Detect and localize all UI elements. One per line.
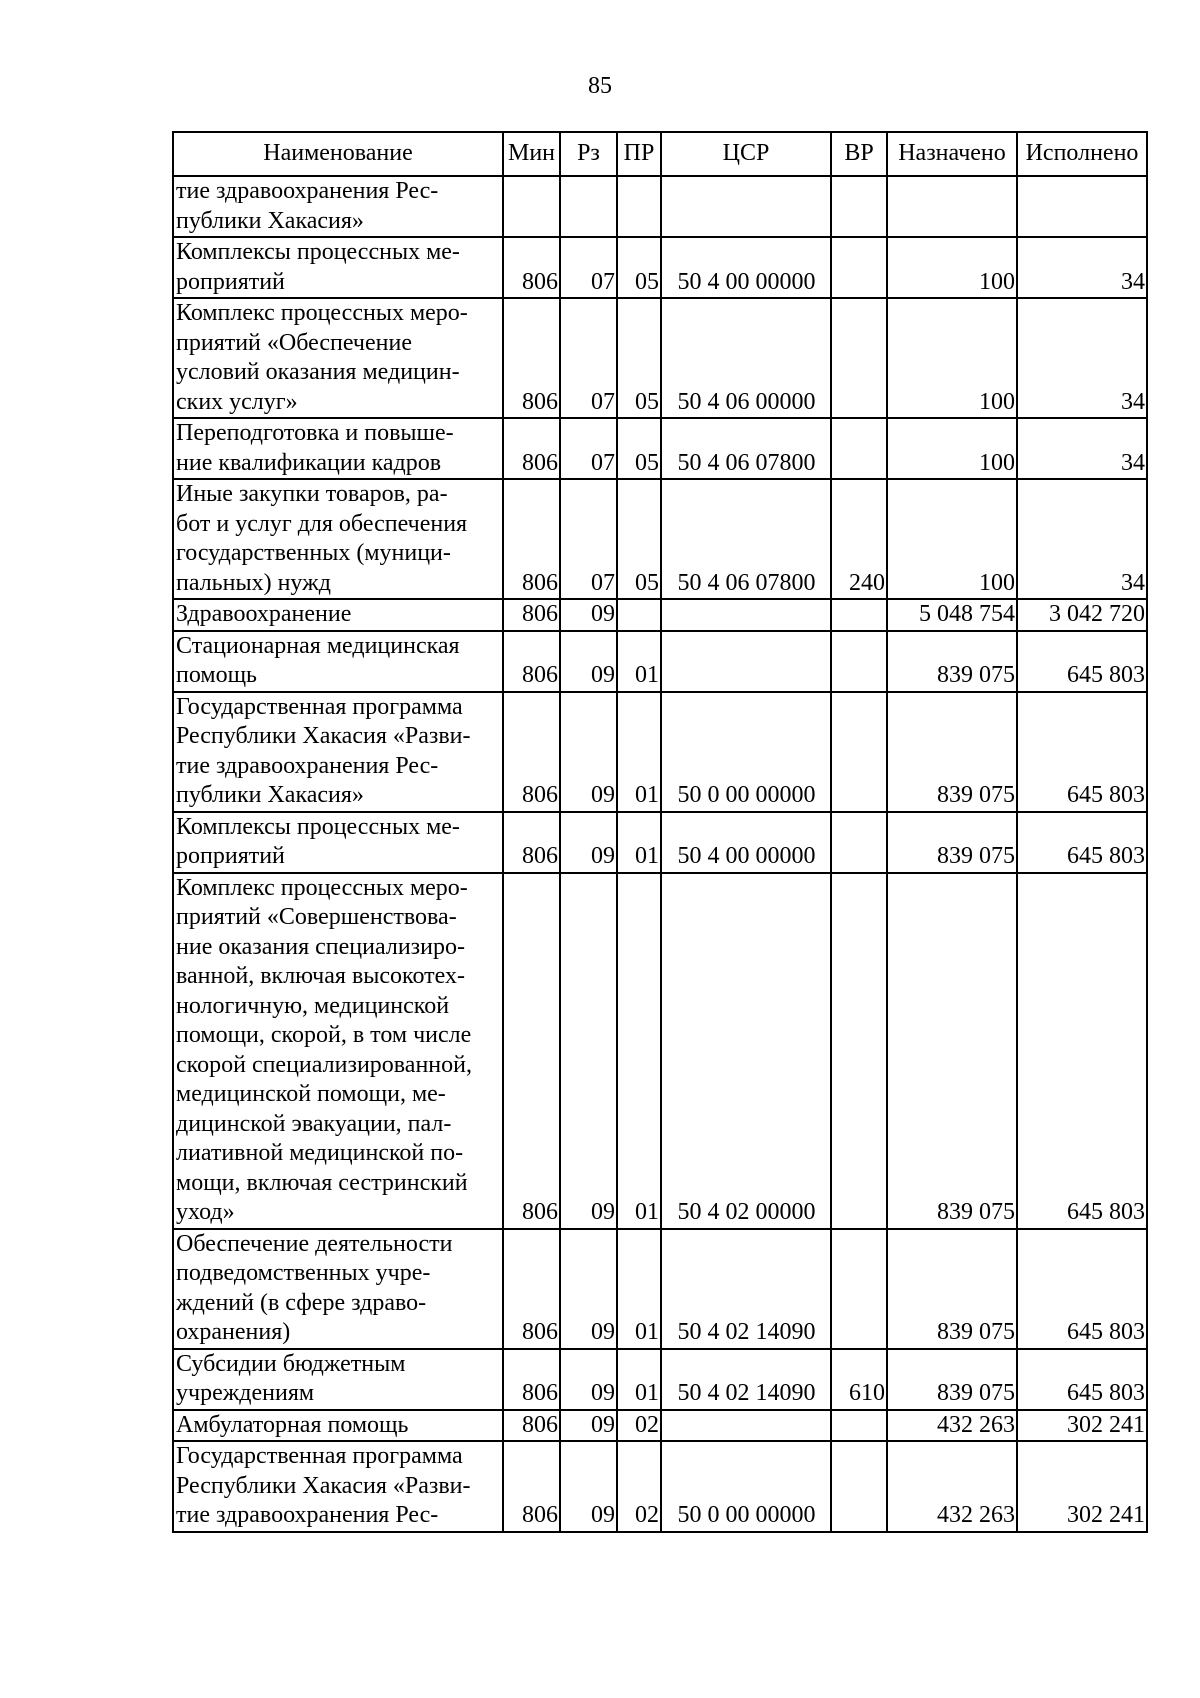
cell-assigned: 432 263 [887, 1410, 1017, 1442]
cell-assigned: 839 075 [887, 812, 1017, 873]
page-number: 85 [588, 73, 612, 99]
cell-vr [831, 692, 887, 812]
cell-vr [831, 873, 887, 1229]
table-row [173, 176, 1147, 237]
cell-rz [560, 176, 617, 237]
cell-min: 806 [503, 812, 560, 873]
cell-name: Иные закупки товаров, ра- бот и услуг для обеспечения государственных (муници- пальных) нужд [173, 479, 503, 599]
cell-executed: 645 803 [1017, 873, 1147, 1229]
cell-rz: 09 [560, 1229, 617, 1349]
cell-rz: 09 [560, 812, 617, 873]
cell-rz: 07 [560, 298, 617, 418]
cell-csr: 50 4 00 00000 [661, 812, 831, 873]
header-pr: ПР [617, 132, 661, 176]
table-row [173, 812, 1147, 873]
cell-pr: 05 [617, 418, 661, 479]
cell-min: 806 [503, 479, 560, 599]
cell-executed: 645 803 [1017, 631, 1147, 692]
cell-csr: 50 4 00 00000 [661, 237, 831, 298]
cell-csr: 50 4 06 07800 [661, 418, 831, 479]
cell-executed: 3 042 720 [1017, 599, 1147, 631]
cell-vr: 240 [831, 479, 887, 599]
cell-min: 806 [503, 1410, 560, 1442]
cell-vr: 610 [831, 1349, 887, 1410]
cell-rz: 09 [560, 599, 617, 631]
cell-vr [831, 176, 887, 237]
table-row [173, 418, 1147, 479]
cell-executed [1017, 176, 1147, 237]
cell-name: тие здравоохранения Рес- публики Хакасия» [173, 176, 503, 237]
cell-rz: 09 [560, 873, 617, 1229]
budget-table [172, 131, 1148, 1533]
cell-csr: 50 4 02 00000 [661, 873, 831, 1229]
cell-vr [831, 1441, 887, 1532]
table-header-row [173, 132, 1147, 176]
table-row [173, 1410, 1147, 1442]
cell-assigned: 100 [887, 418, 1017, 479]
table-row [173, 1229, 1147, 1349]
cell-executed: 645 803 [1017, 1229, 1147, 1349]
cell-rz: 07 [560, 237, 617, 298]
cell-min [503, 176, 560, 237]
cell-executed: 645 803 [1017, 692, 1147, 812]
cell-csr: 50 4 02 14090 [661, 1229, 831, 1349]
cell-vr [831, 631, 887, 692]
cell-csr [661, 1410, 831, 1442]
cell-name: Комплекс процессных меро- приятий «Совершенствова- ние оказания специализиро- ванной, включая высокотех- нологичную, медицинской помощи, скорой, в том числе скорой специализированной, медицинской помощи, ме- дицинской эвакуации, пал- лиативной медицинской по- мощи, включая сестринский уход» [173, 873, 503, 1229]
cell-pr: 02 [617, 1410, 661, 1442]
cell-pr: 05 [617, 298, 661, 418]
cell-name: Государственная программа Республики Хакасия «Разви- тие здравоохранения Рес- публики Хакасия» [173, 692, 503, 812]
cell-pr: 01 [617, 692, 661, 812]
cell-vr [831, 298, 887, 418]
cell-pr: 01 [617, 812, 661, 873]
cell-min: 806 [503, 1349, 560, 1410]
cell-min: 806 [503, 599, 560, 631]
table-row [173, 599, 1147, 631]
table-row [173, 631, 1147, 692]
cell-assigned [887, 176, 1017, 237]
cell-pr: 01 [617, 1229, 661, 1349]
cell-rz: 09 [560, 1441, 617, 1532]
cell-executed: 302 241 [1017, 1441, 1147, 1532]
cell-assigned: 100 [887, 237, 1017, 298]
cell-executed: 34 [1017, 418, 1147, 479]
cell-executed: 302 241 [1017, 1410, 1147, 1442]
cell-executed: 34 [1017, 479, 1147, 599]
cell-executed: 645 803 [1017, 1349, 1147, 1410]
cell-name: Субсидии бюджетным учреждениям [173, 1349, 503, 1410]
cell-assigned: 839 075 [887, 692, 1017, 812]
cell-csr: 50 0 00 00000 [661, 692, 831, 812]
cell-rz: 09 [560, 1349, 617, 1410]
header-min: Мин [503, 132, 560, 176]
cell-pr [617, 599, 661, 631]
cell-min: 806 [503, 631, 560, 692]
cell-name: Здравоохранение [173, 599, 503, 631]
header-assigned: Назначено [887, 132, 1017, 176]
cell-pr [617, 176, 661, 237]
cell-pr: 05 [617, 237, 661, 298]
cell-executed: 34 [1017, 298, 1147, 418]
cell-name: Стационарная медицинская помощь [173, 631, 503, 692]
cell-min: 806 [503, 1441, 560, 1532]
cell-min: 806 [503, 418, 560, 479]
cell-vr [831, 812, 887, 873]
cell-rz: 07 [560, 418, 617, 479]
cell-vr [831, 1410, 887, 1442]
cell-assigned: 100 [887, 298, 1017, 418]
cell-pr: 02 [617, 1441, 661, 1532]
cell-assigned: 839 075 [887, 631, 1017, 692]
cell-pr: 01 [617, 873, 661, 1229]
cell-rz: 09 [560, 692, 617, 812]
cell-rz: 07 [560, 479, 617, 599]
cell-executed: 34 [1017, 237, 1147, 298]
table-row [173, 237, 1147, 298]
cell-pr: 01 [617, 631, 661, 692]
cell-csr [661, 599, 831, 631]
cell-csr: 50 0 00 00000 [661, 1441, 831, 1532]
table-row [173, 873, 1147, 1229]
cell-rz: 09 [560, 1410, 617, 1442]
cell-csr [661, 631, 831, 692]
cell-min: 806 [503, 298, 560, 418]
cell-min: 806 [503, 237, 560, 298]
cell-min: 806 [503, 1229, 560, 1349]
cell-vr [831, 237, 887, 298]
cell-name: Обеспечение деятельности подведомственных учре- ждений (в сфере здраво- охранения) [173, 1229, 503, 1349]
cell-min: 806 [503, 692, 560, 812]
header-executed: Исполнено [1017, 132, 1147, 176]
cell-name: Комплекс процессных меро- приятий «Обеспечение условий оказания медицин- ских услуг» [173, 298, 503, 418]
table-row [173, 692, 1147, 812]
cell-csr: 50 4 06 00000 [661, 298, 831, 418]
cell-assigned: 100 [887, 479, 1017, 599]
cell-pr: 05 [617, 479, 661, 599]
cell-pr: 01 [617, 1349, 661, 1410]
cell-vr [831, 418, 887, 479]
cell-name: Комплексы процессных ме- роприятий [173, 812, 503, 873]
cell-name: Комплексы процессных ме- роприятий [173, 237, 503, 298]
cell-csr [661, 176, 831, 237]
cell-rz: 09 [560, 631, 617, 692]
header-vr: ВР [831, 132, 887, 176]
header-rz: Рз [560, 132, 617, 176]
cell-min: 806 [503, 873, 560, 1229]
table-row [173, 479, 1147, 599]
cell-assigned: 839 075 [887, 873, 1017, 1229]
header-csr: ЦСР [661, 132, 831, 176]
table-row [173, 1349, 1147, 1410]
cell-csr: 50 4 02 14090 [661, 1349, 831, 1410]
cell-name: Государственная программа Республики Хакасия «Разви- тие здравоохранения Рес- [173, 1441, 503, 1532]
table-row [173, 1441, 1147, 1532]
cell-vr [831, 1229, 887, 1349]
cell-vr [831, 599, 887, 631]
cell-assigned: 839 075 [887, 1349, 1017, 1410]
cell-csr: 50 4 06 07800 [661, 479, 831, 599]
cell-assigned: 5 048 754 [887, 599, 1017, 631]
cell-assigned: 839 075 [887, 1229, 1017, 1349]
cell-assigned: 432 263 [887, 1441, 1017, 1532]
table-row [173, 298, 1147, 418]
cell-executed: 645 803 [1017, 812, 1147, 873]
header-name: Наименование [173, 132, 503, 176]
cell-name: Переподготовка и повыше- ние квалификации кадров [173, 418, 503, 479]
cell-name: Амбулаторная помощь [173, 1410, 503, 1442]
